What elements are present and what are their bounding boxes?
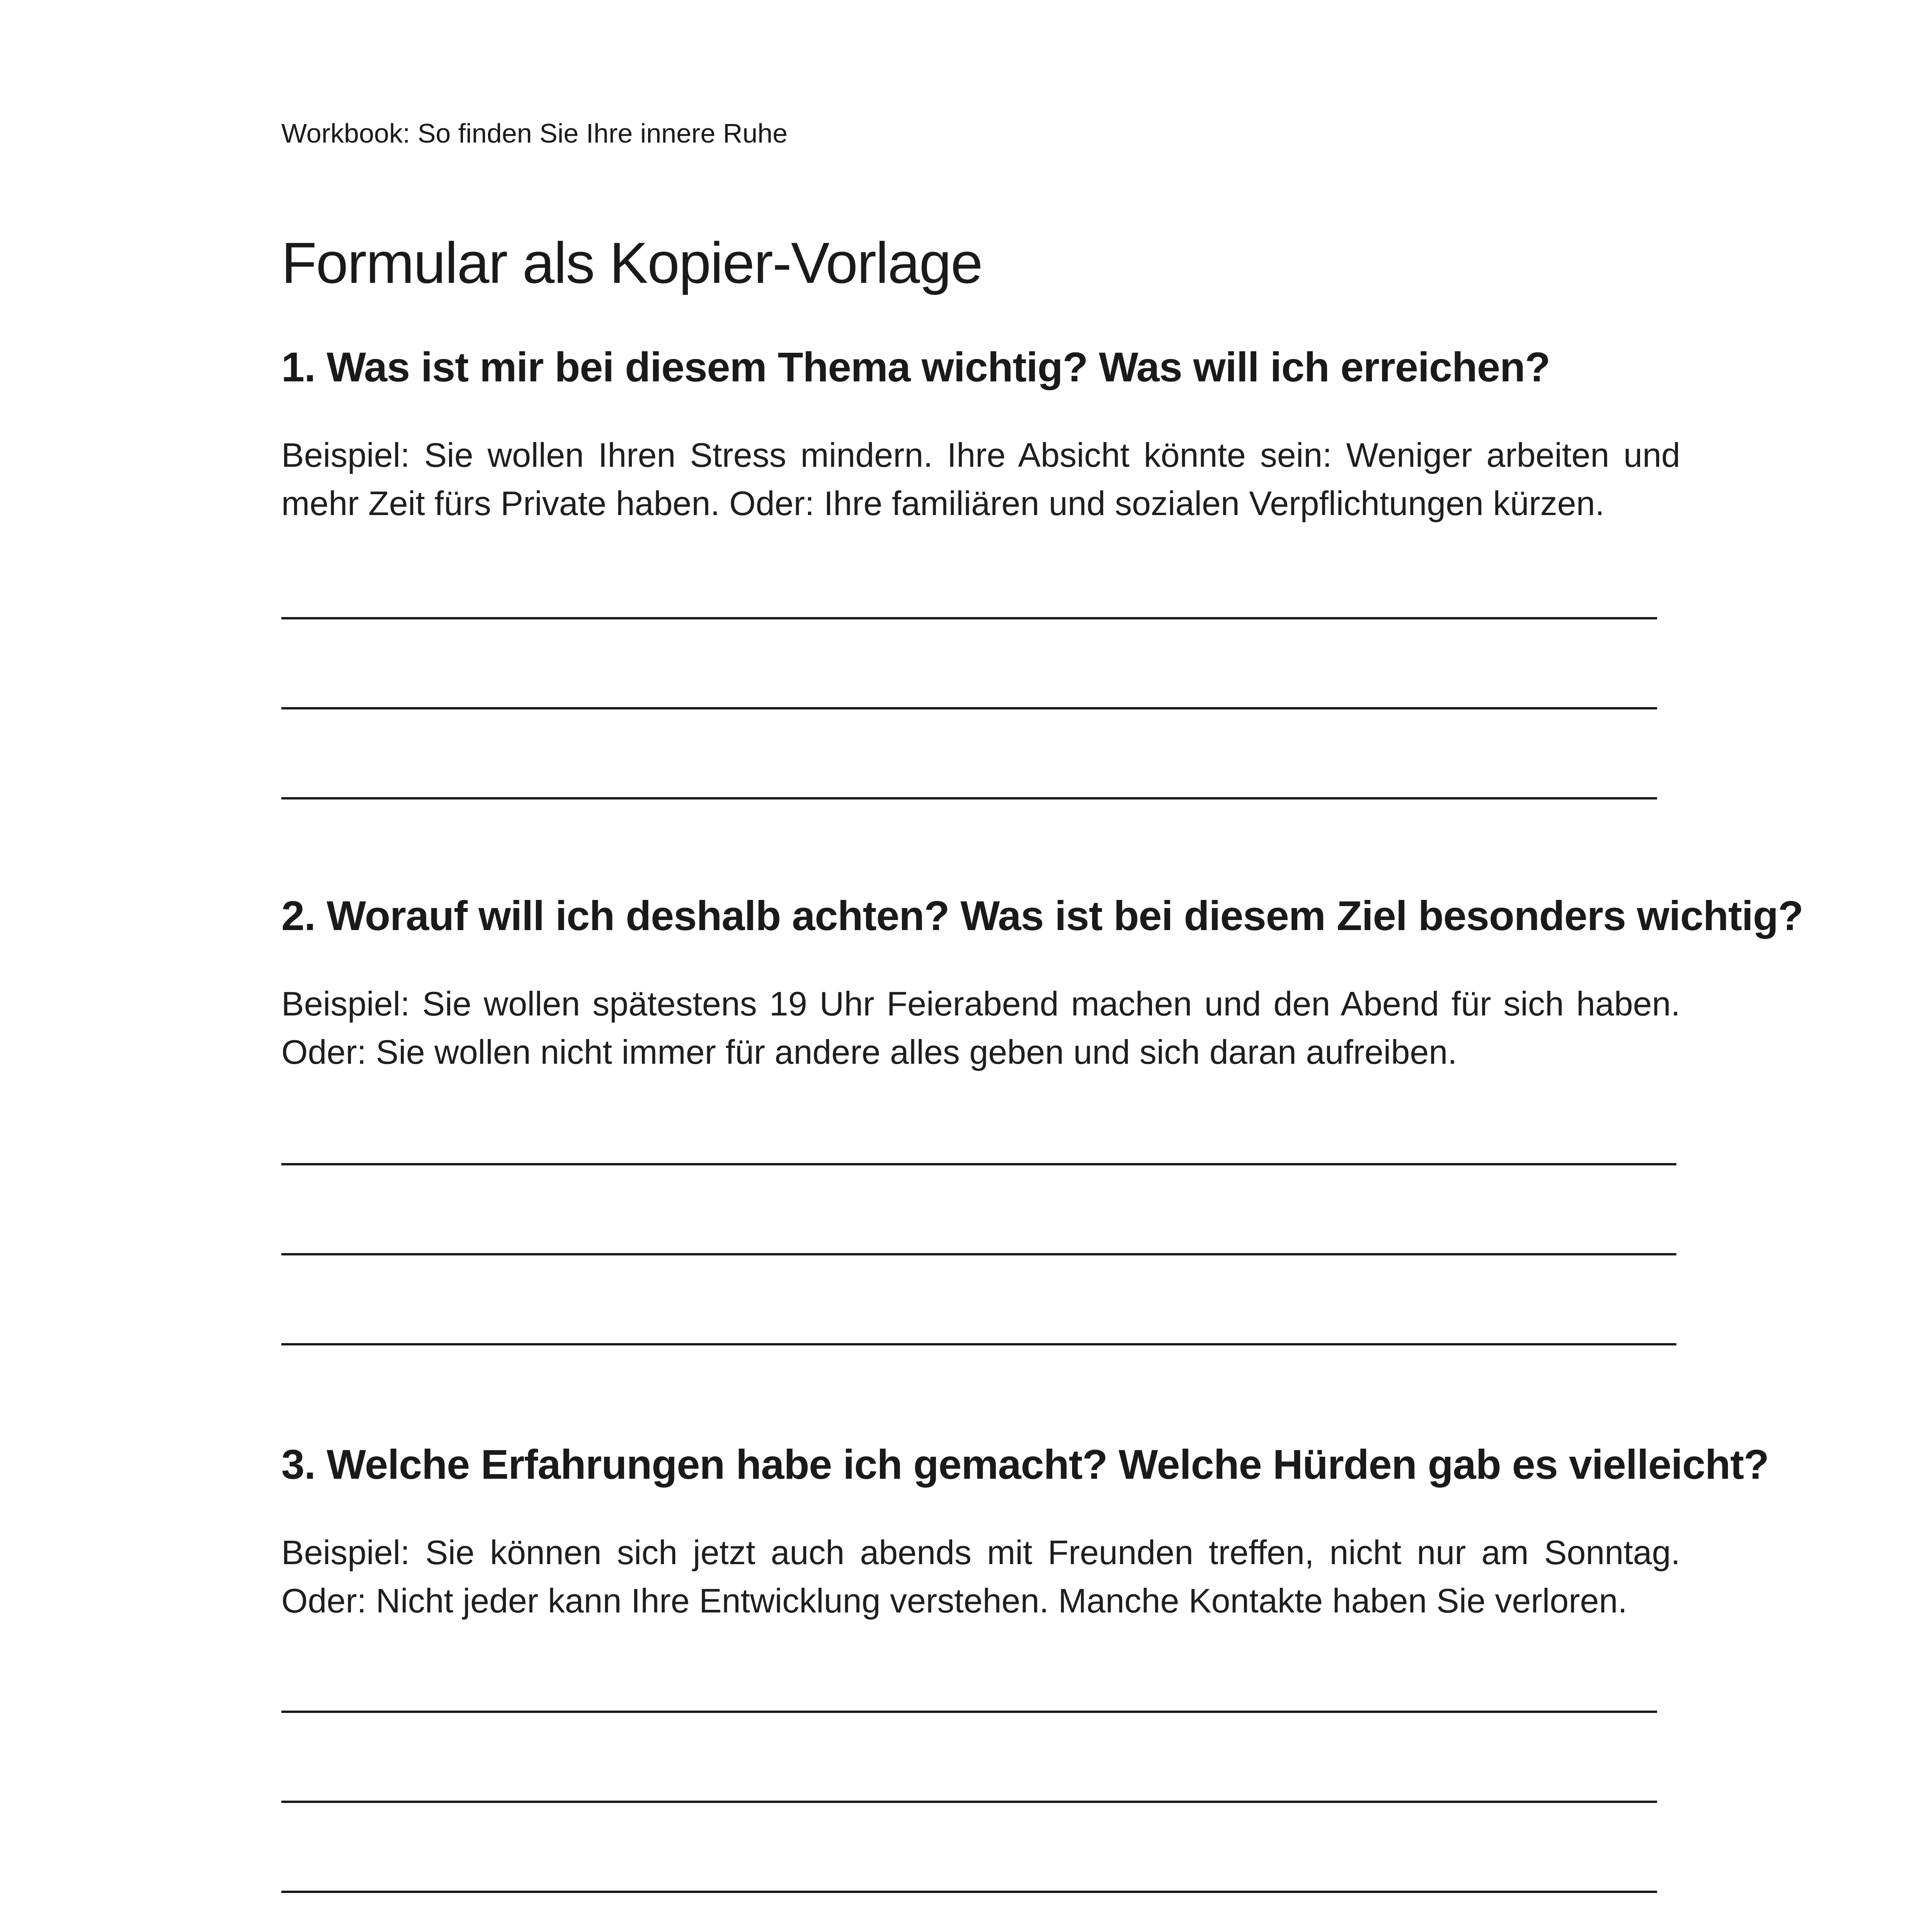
- answer-line-3-1[interactable]: [281, 1711, 1657, 1713]
- answer-line-3-2[interactable]: [281, 1801, 1657, 1803]
- question-section-1: [281, 340, 1680, 527]
- question-example-3: Beispiel: Sie können sich jetzt auch abends mit Freunden treffen, nicht nur am Sonntag. Oder: Nicht jeder kann Ihre Entwicklung verstehen. Manche Kontakte haben Sie verloren.: [281, 1533, 1680, 1620]
- answer-line-1-2[interactable]: [281, 707, 1657, 709]
- question-example-2: Beispiel: Sie wollen spätestens 19 Uhr Feierabend machen und den Abend für sich haben. Oder: Sie wollen nicht immer für andere alles geben und sich daran aufreiben.: [281, 985, 1680, 1071]
- question-heading-2: 2. Worauf will ich deshalb achten? Was ist bei diesem Ziel besonders wichtig?: [281, 892, 1803, 939]
- running-header: Workbook: So finden Sie Ihre innere Ruhe: [281, 118, 788, 148]
- answer-line-2-1[interactable]: [281, 1163, 1676, 1165]
- answer-line-1-3[interactable]: [281, 797, 1657, 799]
- page-title: Formular als Kopier-Vorlage: [281, 230, 982, 295]
- question-heading-3: 3. Welche Erfahrungen habe ich gemacht? Welche Hürden gab es vielleicht?: [281, 1441, 1769, 1488]
- question-example-1: Beispiel: Sie wollen Ihren Stress mindern. Ihre Absicht könnte sein: Weniger arbeiten und mehr Zeit fürs Private haben. Oder: Ihre familiären und sozialen Verpflichtungen kürzen.: [281, 436, 1680, 522]
- answer-line-1-1[interactable]: [281, 617, 1657, 619]
- answer-line-2-2[interactable]: [281, 1253, 1676, 1255]
- answer-line-3-3[interactable]: [281, 1891, 1657, 1893]
- question-section-2: [281, 889, 1803, 1076]
- answer-line-2-3[interactable]: [281, 1343, 1676, 1345]
- question-heading-1: 1. Was ist mir bei diesem Thema wichtig? Was will ich erreichen?: [281, 344, 1550, 390]
- question-section-3: [281, 1437, 1769, 1625]
